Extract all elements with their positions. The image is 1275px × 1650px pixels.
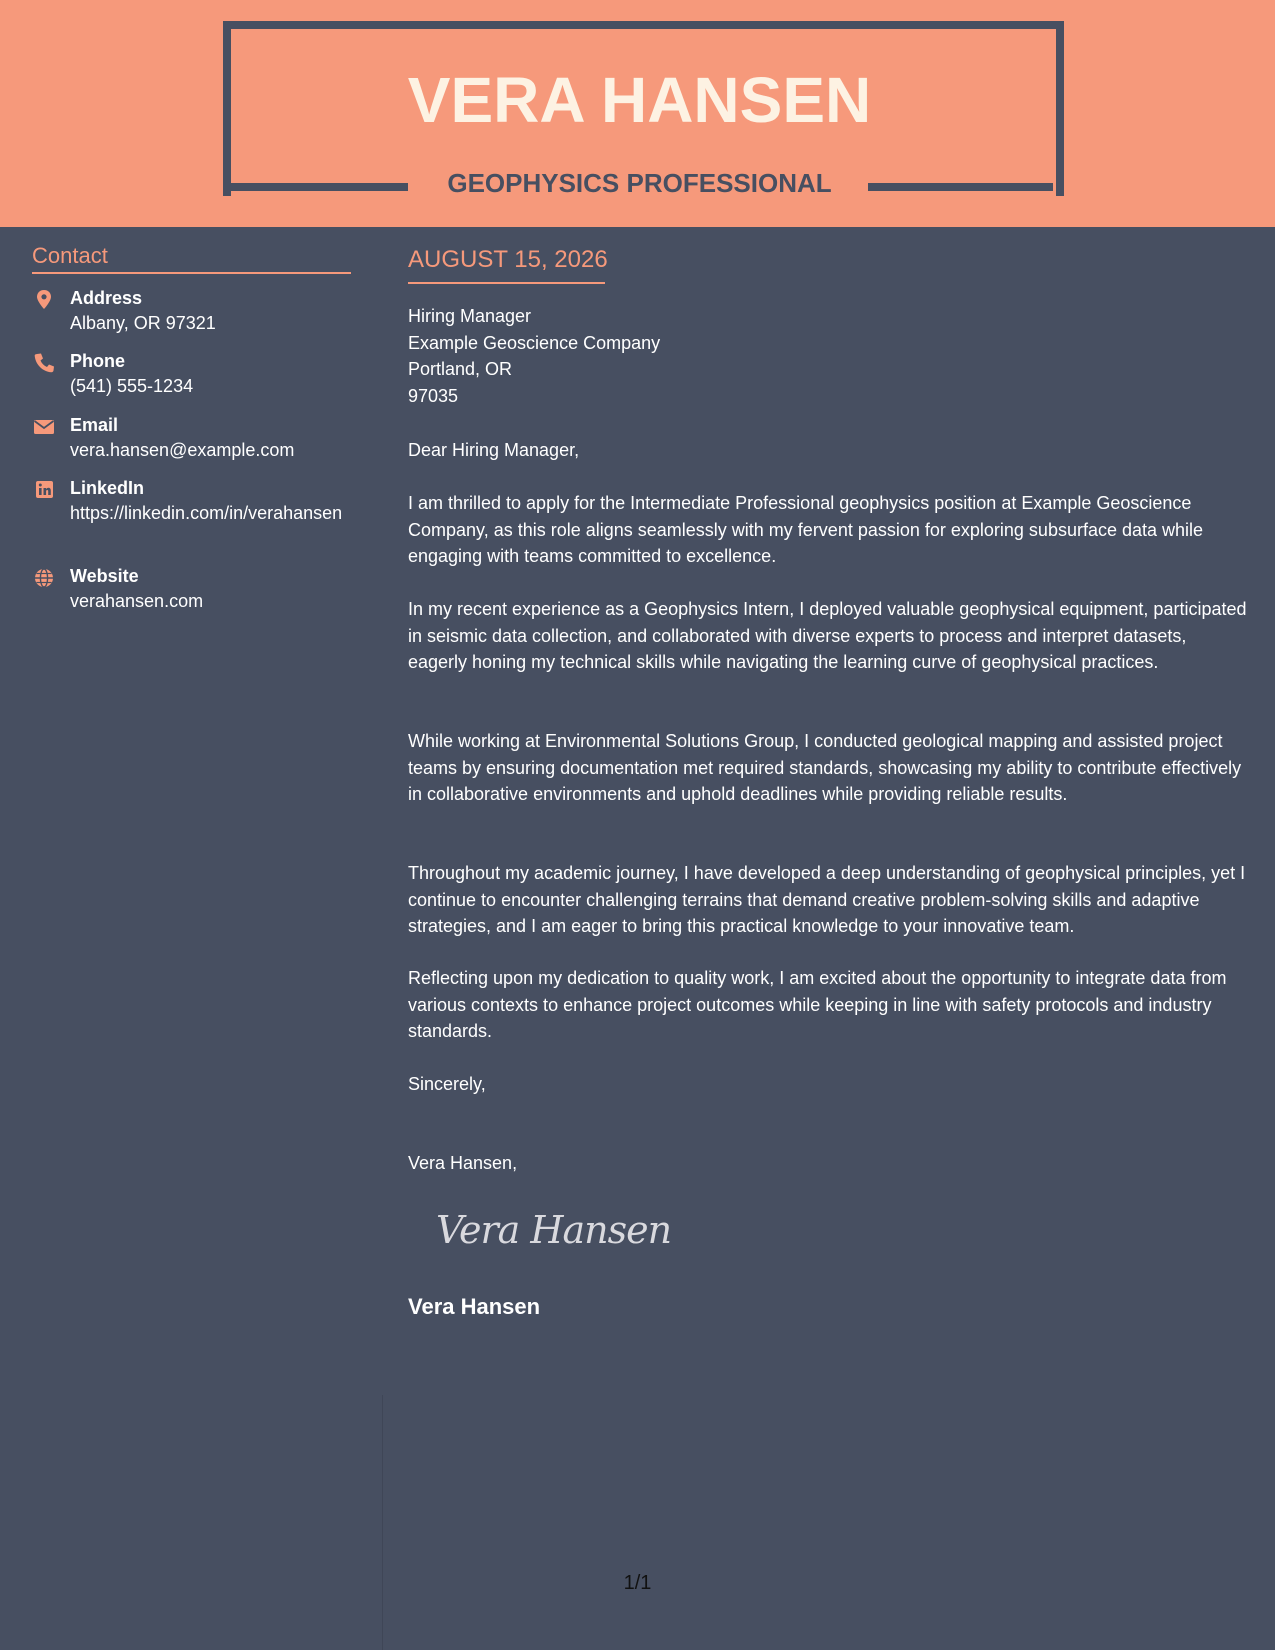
body-paragraph: Throughout my academic journey, I have developed a deep understanding of geophysical principles, yet I continue to encounter challenging terrains that demand creative problem-solving skills and adaptive strategies, and I am eager to bring this practical knowledge to your innovative team. [408,863,1246,936]
contact-heading: Contact [32,243,108,268]
salutation: Dear Hiring Manager, [408,440,580,460]
printed-name: Vera Hansen [408,1294,541,1319]
letter-date: AUGUST 15, 2026 [408,246,608,273]
body-paragraph: While working at Environmental Solutions Group, I conducted geological mapping and assisted project teams by ensuring documentation met required standards, showcasing my ability to contribute effectively in collaborative environments and uphold deadlines while providing reliable results. [408,731,1242,804]
globe-icon [32,567,56,589]
contact-website-value[interactable]: verahansen.com [70,591,204,611]
column-divider [382,1395,383,1650]
body-paragraph: In my recent experience as a Geophysics Intern, I deployed valuable geophysical equipment, participated in seismic data collection, and collaborated with diverse experts to process and interpret datasets, eagerly honing my technical skills while navigating the learning curve of geophysical practices. [408,599,1247,672]
header-banner [0,0,1275,227]
envelope-icon [32,416,56,438]
phone-icon [32,352,56,374]
recipient-line: Portland, OR [408,359,513,379]
signature-image: Vera Hansen [436,1208,672,1252]
page-number: 1/1 [623,1572,652,1594]
contact-linkedin-label: LinkedIn [70,478,145,498]
contact-heading-rule [32,272,351,274]
contact-website-label: Website [70,566,139,586]
contact-linkedin-value[interactable]: https://linkedin.com/in/verahansen [70,503,343,523]
recipient-line: 97035 [408,385,459,406]
contact-address-label: Address [70,288,143,308]
contact-email-value[interactable]: vera.hansen@example.com [70,440,295,460]
letter-date-rule [408,282,605,284]
candidate-name: VERA HANSEN [407,64,872,136]
contact-address-value: Albany, OR 97321 [70,313,216,333]
candidate-title: GEOPHYSICS PROFESSIONAL [447,168,832,198]
contact-phone-label: Phone [70,351,126,371]
closing: Sincerely, [408,1074,486,1094]
recipient-line: Hiring Manager [408,306,532,326]
recipient-block [408,303,1248,409]
linkedin-icon [32,479,56,501]
closing-name: Vera Hansen, [408,1153,518,1173]
body-paragraph: Reflecting upon my dedication to quality work, I am excited about the opportunity to integrate data from various contexts to enhance project outcomes while keeping in line with safety protocols and industry standards. [408,968,1227,1041]
recipient-line: Example Geoscience Company [408,332,661,353]
contact-phone-value: (541) 555-1234 [70,376,194,396]
map-pin-icon [32,289,56,311]
body-paragraph: I am thrilled to apply for the Intermediate Professional geophysics position at Example Geoscience Company, as this role aligns seamlessly with my fervent passion for exploring subsurface data while engaging with teams committed to excellence. [408,493,1204,566]
contact-email-label: Email [70,415,119,435]
